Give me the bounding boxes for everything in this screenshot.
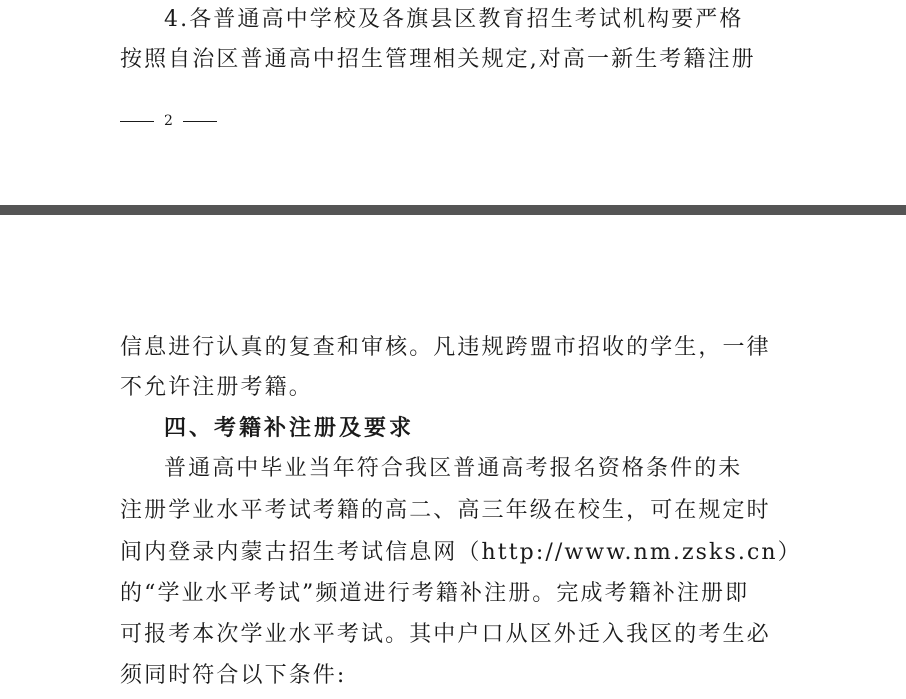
page-number — [120, 113, 217, 129]
text-line: 不允许注册考籍。 — [120, 375, 313, 400]
page-top — [0, 0, 906, 205]
divider — [183, 121, 217, 122]
page-bottom — [0, 215, 906, 699]
text-line: 4.各普通高中学校及各旗县区教育招生考试机构要严格 — [164, 7, 744, 32]
page-separator — [0, 205, 906, 215]
page-number-value: 2 — [164, 113, 173, 129]
text-line: 须同时符合以下条件: — [120, 663, 347, 688]
text-line: 信息进行认真的复查和审核。凡违规跨盟市招收的学生，一律 — [120, 335, 771, 360]
text-line: 注册学业水平考试考籍的高二、高三年级在校生，可在规定时 — [120, 498, 771, 523]
text-line: 的“学业水平考试”频道进行考籍补注册。完成考籍补注册即 — [120, 581, 750, 606]
divider — [120, 121, 154, 122]
section-heading: 四、考籍补注册及要求 — [164, 416, 415, 441]
text-line: 按照自治区普通高中招生管理相关规定,对高一新生考籍注册 — [120, 47, 756, 72]
text-line: 可报考本次学业水平考试。其中户口从区外迁入我区的考生必 — [120, 622, 771, 647]
text-line: 普通高中毕业当年符合我区普通高考报名资格条件的未 — [164, 456, 743, 481]
text-line: 间内登录内蒙古招生考试信息网（http://www.nm.zsks.cn） — [120, 540, 802, 565]
